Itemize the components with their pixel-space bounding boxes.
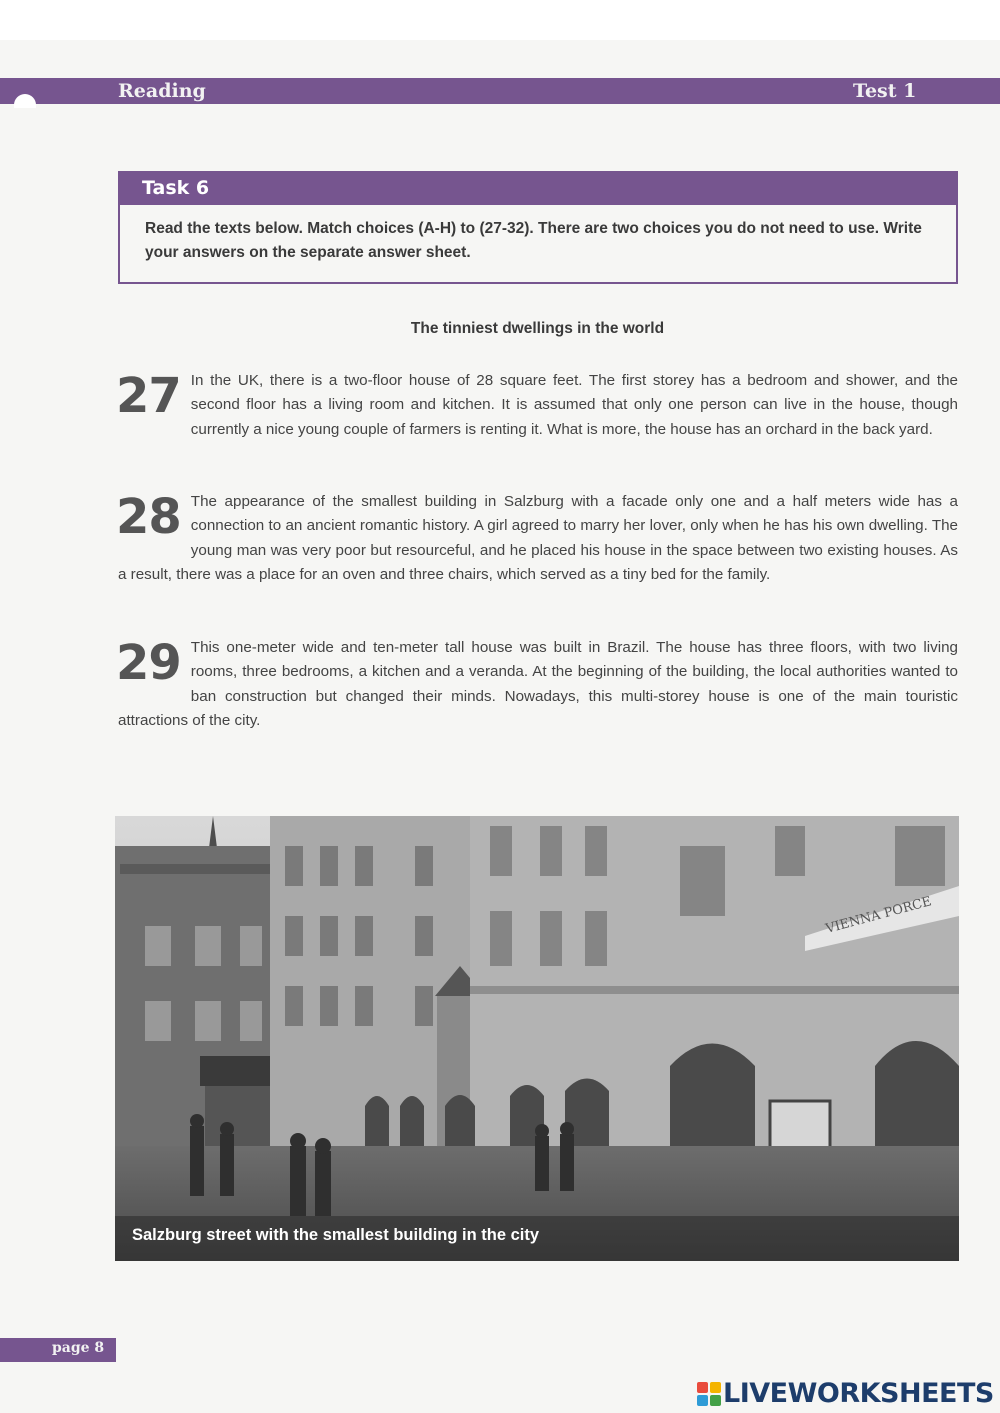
header-test-label: Test 1	[853, 80, 917, 102]
paragraph-27	[118, 369, 958, 442]
liveworksheets-watermark: LIVEWORKSHEETS	[723, 1378, 994, 1409]
paragraph-number: 29	[116, 635, 181, 691]
street-illustration	[115, 816, 959, 1261]
section-title: The tinniest dwellings in the world	[410, 320, 665, 337]
photo-caption: Salzburg street with the smallest building in the city	[132, 1226, 540, 1244]
task-title: Task 6	[142, 177, 210, 199]
header-section-label: Reading	[118, 80, 206, 102]
salzburg-street-photo	[115, 816, 959, 1261]
liveworksheets-grid-icon	[697, 1382, 721, 1406]
paragraph-29	[118, 636, 958, 733]
task-instructions: Read the texts below. Match choices (A-H) to (27-32). There are two choices you do not need to use. Write your answers on the separate answer sheet.	[145, 220, 922, 261]
page-number-tab	[0, 1338, 116, 1362]
paragraph-28	[118, 490, 958, 587]
paragraph-text: In the UK, there is a two-floor house of 28 square feet. The first storey has a bedroom and shower, and the second floor has a living room and kitchen. It is assumed that only one person can live in the house, though currently a nice young couple of farmers is renting it. What is more, the house has an orchard in the back yard.	[190, 372, 958, 438]
shop-sign-text: VIENNA PORCE	[824, 894, 934, 937]
task-title-bar	[120, 173, 956, 205]
paragraph-text: The appearance of the smallest building in Salzburg with a facade only one and a half meters wide has a connection to an ancient romantic history. A girl agreed to marry her lover, only when he has his own dwelling. The young man was very poor but resourceful, and he placed his house in the space between two existing houses. As a result, there was a place for an oven and three chairs, which served as a tiny bed for the family.	[118, 493, 958, 583]
task-box	[118, 171, 958, 284]
paragraph-number: 28	[116, 489, 181, 545]
paragraph-number: 27	[116, 368, 181, 424]
page-number: page 8	[52, 1340, 105, 1356]
paragraph-text: This one-meter wide and ten-meter tall house was built in Brazil. The house has three floors, with two living rooms, three bedrooms, a kitchen and a veranda. At the beginning of the building, the local authorities wanted to ban construction but changed their minds. Nowadays, this multi-storey house is one of the main touristic attractions of the city.	[118, 639, 958, 729]
